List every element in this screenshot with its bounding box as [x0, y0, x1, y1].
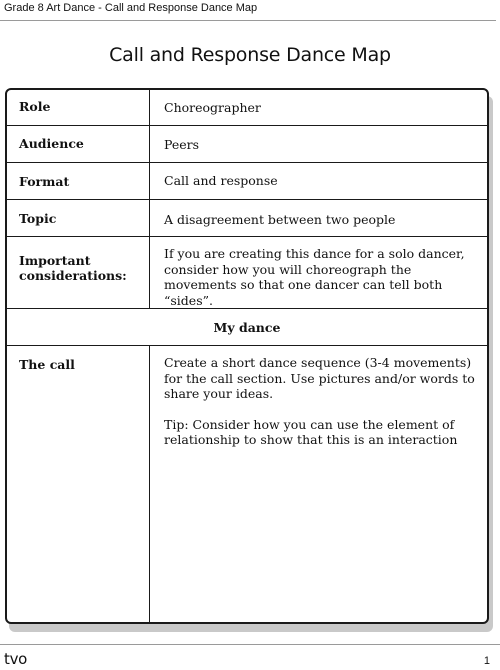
table-row-role — [7, 90, 487, 126]
row-value: If you are creating this dance for a solo dancer, consider how you will choreograph the movements so that one dancer can tell both “sides”. — [164, 246, 465, 308]
section-heading: My dance — [213, 320, 281, 335]
tvo-logo: tvo — [4, 650, 28, 668]
row-label: Important considerations: — [7, 237, 150, 308]
table-row-audience — [7, 126, 487, 163]
call-content — [150, 346, 487, 624]
footer-divider — [0, 644, 500, 645]
call-label: The call — [7, 346, 150, 624]
row-value: A disagreement between two people — [164, 212, 396, 227]
call-tip: Tip: Consider how you can use the element of relationship to show that this is an interaction — [164, 416, 458, 447]
dance-map-table — [5, 88, 489, 624]
row-label: Audience — [7, 126, 150, 162]
page-number: 1 — [483, 655, 490, 667]
header-text: Grade 8 Art Dance - Call and Response Dance Map — [4, 2, 258, 14]
table-row-considerations — [7, 237, 487, 309]
table-row-topic — [7, 200, 487, 237]
table-row-format — [7, 163, 487, 200]
call-instructions: Create a short dance sequence (3-4 movements) for the call section. Use pictures and/or words to share your ideas. — [164, 355, 475, 401]
page-title: Call and Response Dance Map — [109, 44, 391, 66]
document-header — [0, 0, 496, 21]
row-label: Format — [7, 163, 150, 199]
row-value: Call and response — [164, 173, 278, 188]
row-label: Topic — [7, 200, 150, 236]
table-row-call — [7, 346, 487, 624]
row-value: Peers — [164, 137, 200, 152]
row-value: Choreographer — [164, 100, 261, 115]
section-heading-row — [7, 309, 487, 346]
row-label: Role — [7, 90, 150, 125]
